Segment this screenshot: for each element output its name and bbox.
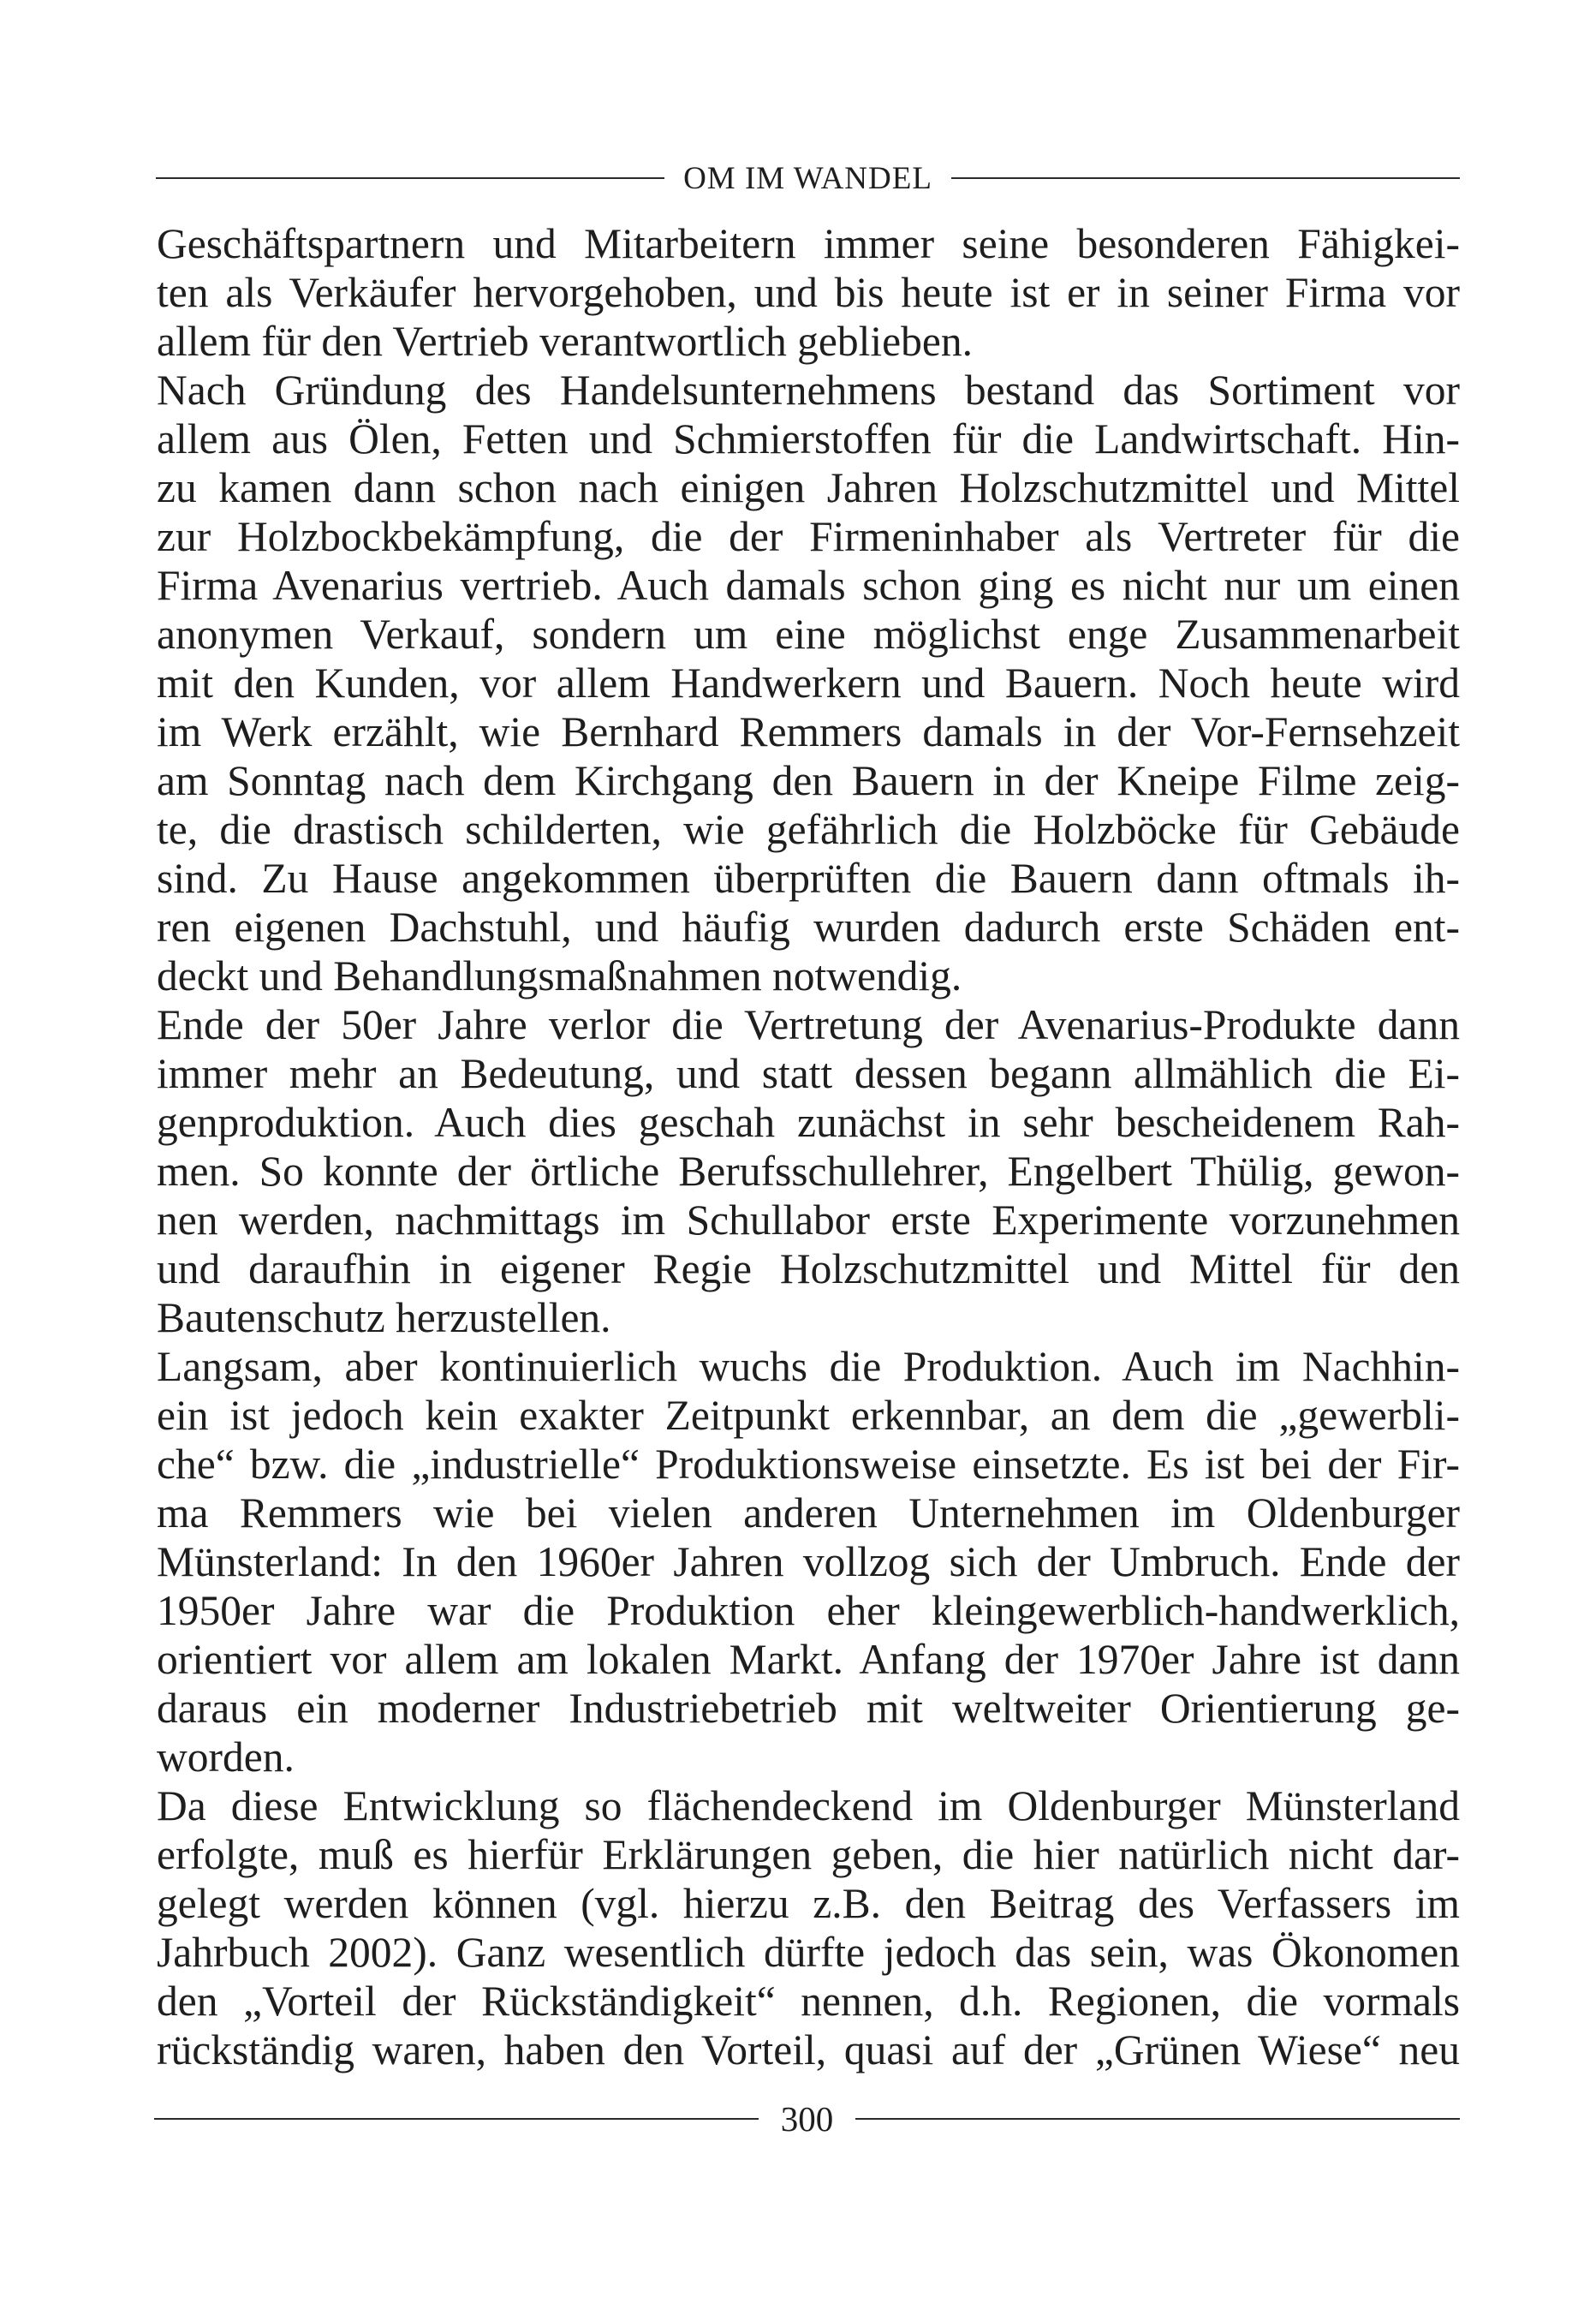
text-line: im Werk erzählt, wie Bernhard Remmers damals in der Vor-Fernsehzeit	[157, 708, 1460, 755]
paragraph	[157, 1342, 1460, 1781]
footer-rule-right	[855, 2118, 1460, 2120]
text-line: te, die drastisch schilderten, wie gefährlich die Holzböcke für Gebäude	[157, 806, 1460, 853]
text-line: zur Holzbockbekämpfung, die der Firmeninhaber als Vertreter für die	[157, 513, 1460, 560]
text-line: immer mehr an Bedeutung, und statt dessen begann allmählich die Ei-	[157, 1050, 1460, 1097]
paragraph	[157, 366, 1460, 1000]
text-line: genproduktion. Auch dies geschah zunächst in sehr bescheidenem Rah-	[157, 1099, 1460, 1146]
paragraph	[157, 1000, 1460, 1342]
paragraph	[157, 219, 1460, 366]
text-line: deckt und Behandlungsmaßnahmen notwendig.	[157, 952, 962, 999]
text-line: nen werden, nachmittags im Schullabor erste Experimente vorzunehmen	[157, 1196, 1460, 1244]
text-line: und daraufhin in eigener Regie Holzschutzmittel und Mittel für den	[157, 1245, 1460, 1292]
text-line: 1950er Jahre war die Produktion eher kleingewerblich-handwerklich,	[157, 1587, 1460, 1634]
header-rule-left	[156, 177, 664, 179]
text-line: sind. Zu Hause angekommen überprüften die Bauern dann oftmals ih-	[157, 855, 1460, 902]
running-title: OM IM WANDEL	[683, 160, 932, 196]
text-line: daraus ein moderner Industriebetrieb mit weltweiter Orientierung ge-	[157, 1685, 1460, 1732]
text-line: Firma Avenarius vertrieb. Auch damals schon ging es nicht nur um einen	[157, 562, 1460, 609]
text-line: rückständig waren, haben den Vorteil, quasi auf der „Grünen Wiese“ neu	[157, 2026, 1460, 2073]
text-line: mit den Kunden, vor allem Handwerkern und Bauern. Noch heute wird	[157, 659, 1460, 707]
text-line: Ende der 50er Jahre verlor die Vertretung der Avenarius-Produkte dann	[157, 1001, 1460, 1048]
text-line: Langsam, aber kontinuierlich wuchs die Produktion. Auch im Nachhin-	[157, 1343, 1460, 1390]
footer-rule-left	[154, 2118, 759, 2120]
text-line: ten als Verkäufer hervorgehoben, und bis heute ist er in seiner Firma vor	[157, 269, 1460, 316]
text-line: gelegt werden können (vgl. hierzu z.B. den Beitrag des Verfassers im	[157, 1880, 1460, 1927]
text-line: men. So konnte der örtliche Berufsschullehrer, Engelbert Thülig, gewon-	[157, 1148, 1460, 1195]
text-line: erfolgte, muß es hierfür Erklärungen geben, die hier natürlich nicht dar-	[157, 1831, 1460, 1878]
text-line: che“ bzw. die „industrielle“ Produktionsweise einsetzte. Es ist bei der Fir-	[157, 1441, 1460, 1488]
text-line: ma Remmers wie bei vielen anderen Unternehmen im Oldenburger	[157, 1489, 1460, 1536]
text-line: Nach Gründung des Handelsunternehmens bestand das Sortiment vor	[157, 367, 1460, 414]
text-line: Münsterland: In den 1960er Jahren vollzog sich der Umbruch. Ende der	[157, 1538, 1460, 1585]
body-text	[157, 219, 1460, 2074]
text-line: Da diese Entwicklung so flächendeckend im Oldenburger Münsterland	[157, 1782, 1460, 1829]
text-line: Geschäftspartnern und Mitarbeitern immer seine besonderen Fähigkei-	[157, 220, 1460, 267]
text-line: Bautenschutz herzustellen.	[157, 1294, 611, 1341]
text-line: worden.	[157, 1733, 295, 1781]
text-line: anonymen Verkauf, sondern um eine möglichst enge Zusammenarbeit	[157, 611, 1460, 658]
page-footer	[154, 2093, 1460, 2145]
text-line: den „Vorteil der Rückständigkeit“ nennen, d.h. Regionen, die vormals	[157, 1978, 1460, 2025]
text-line: ren eigenen Dachstuhl, und häufig wurden dadurch erste Schäden ent-	[157, 904, 1460, 951]
text-line: allem für den Vertrieb verantwortlich geblieben.	[157, 318, 973, 365]
page-number: 300	[780, 2099, 834, 2139]
text-line: ein ist jedoch kein exakter Zeitpunkt erkennbar, an dem die „gewerbli-	[157, 1392, 1460, 1439]
text-line: orientiert vor allem am lokalen Markt. Anfang der 1970er Jahre ist dann	[157, 1636, 1460, 1683]
header-rule-right	[951, 177, 1460, 179]
text-line: am Sonntag nach dem Kirchgang den Bauern in der Kneipe Filme zeig-	[157, 757, 1460, 804]
text-line: Jahrbuch 2002). Ganz wesentlich dürfte jedoch das sein, was Ökonomen	[157, 1929, 1460, 1976]
text-line: zu kamen dann schon nach einigen Jahren Holzschutzmittel und Mittel	[157, 464, 1460, 511]
running-header	[156, 152, 1460, 204]
text-line: allem aus Ölen, Fetten und Schmierstoffen für die Landwirtschaft. Hin-	[157, 415, 1460, 462]
paragraph	[157, 1781, 1460, 2074]
